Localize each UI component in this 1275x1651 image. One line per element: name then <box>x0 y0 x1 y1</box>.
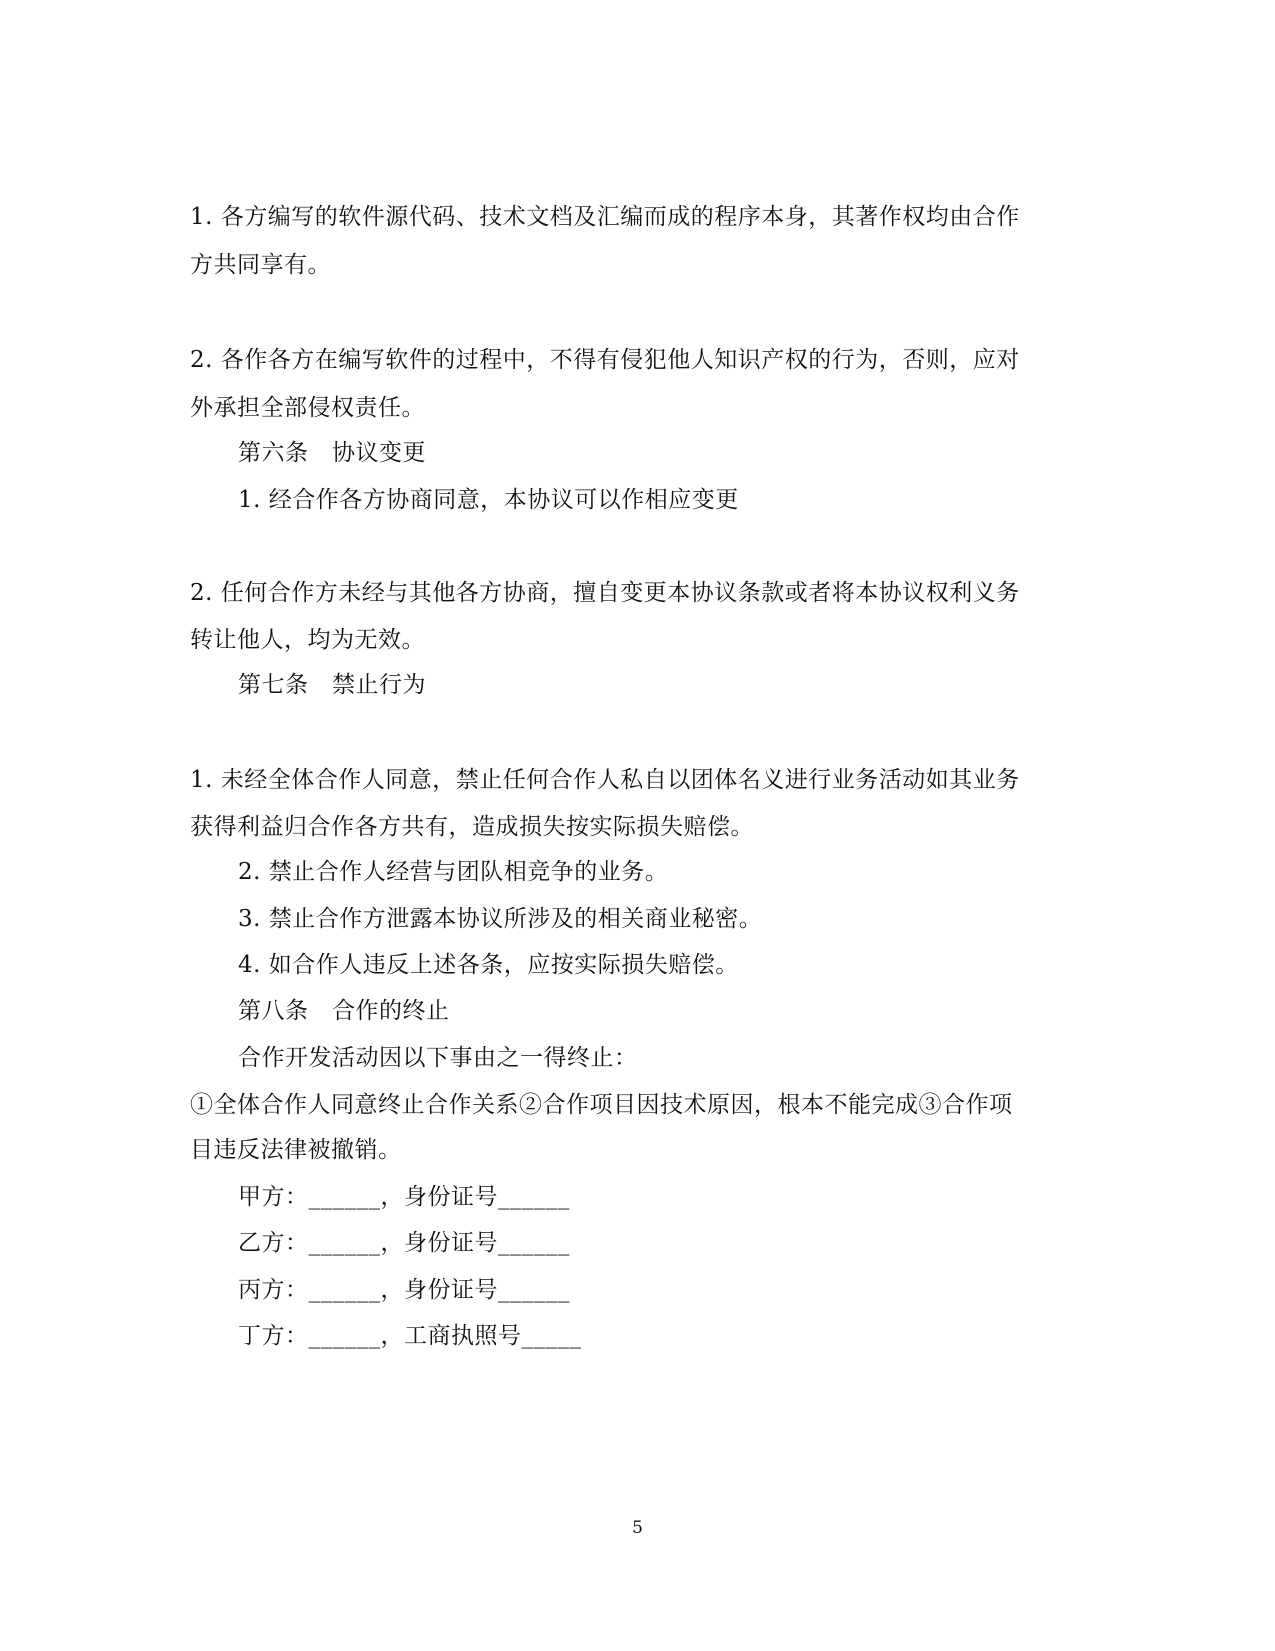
article-6-heading: 第六条 协议变更 <box>238 440 426 466</box>
clause-5-item-2-line-1: 2. 各作各方在编写软件的过程中，不得有侵犯他人知识产权的行为，否则，应对 <box>190 347 1020 373</box>
article-7-item-3: 3. 禁止合作方泄露本协议所涉及的相关商业秘密。 <box>238 906 763 932</box>
article-7-item-1-line-1: 1. 未经全体合作人同意，禁止任何合作人私自以团体名义进行业务活动如其业务 <box>190 767 1020 793</box>
article-8-intro: 合作开发活动因以下事由之一得终止： <box>238 1045 638 1071</box>
clause-5-item-1-line-2: 方共同享有。 <box>190 252 331 278</box>
article-8-heading: 第八条 合作的终止 <box>238 998 450 1024</box>
clause-5-item-1-line-1: 1. 各方编写的软件源代码、技术文档及汇编而成的程序本身，其著作权均由合作 <box>190 204 1020 230</box>
article-6-item-2-line-2: 转让他人，均为无效。 <box>190 627 425 653</box>
signature-party-c: 丙方：______，身份证号______ <box>238 1277 570 1303</box>
article-7-item-1-line-2: 获得利益归合作各方共有，造成损失按实际损失赔偿。 <box>190 814 754 840</box>
signature-party-b: 乙方：______，身份证号______ <box>238 1230 570 1256</box>
article-7-item-4: 4. 如合作人违反上述各条，应按实际损失赔偿。 <box>238 952 739 978</box>
signature-party-a: 甲方：______，身份证号______ <box>238 1184 570 1210</box>
article-6-item-1: 1. 经合作各方协商同意，本协议可以作相应变更 <box>238 487 739 513</box>
article-7-item-2: 2. 禁止合作人经营与团队相竞争的业务。 <box>238 859 669 885</box>
article-7-heading: 第七条 禁止行为 <box>238 672 426 698</box>
clause-5-item-2-line-2: 外承担全部侵权责任。 <box>190 395 425 421</box>
signature-party-d: 丁方：______，工商执照号_____ <box>238 1323 582 1349</box>
page-number: 5 <box>632 1518 643 1538</box>
article-8-conditions-line-2: 目违反法律被撤销。 <box>190 1137 402 1163</box>
article-6-item-2-line-1: 2. 任何合作方未经与其他各方协商，擅自变更本协议条款或者将本协议权利义务 <box>190 580 1020 606</box>
article-8-conditions-line-1: ①全体合作人同意终止合作关系②合作项目因技术原因，根本不能完成③合作项 <box>190 1092 1013 1118</box>
